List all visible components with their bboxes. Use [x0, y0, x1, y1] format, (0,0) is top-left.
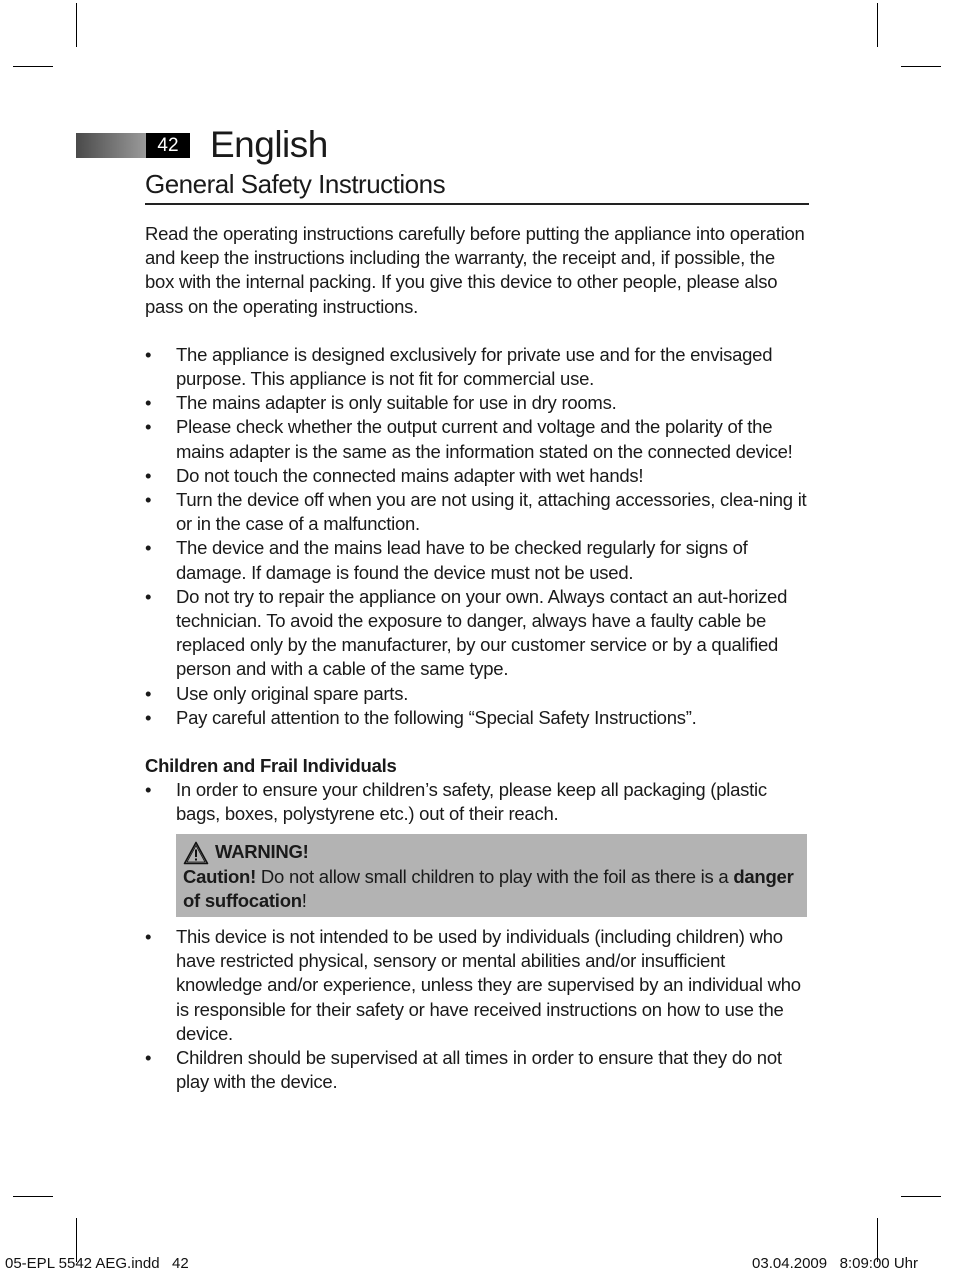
list-item: • Children should be supervised at all times in order to ensure that they do not play with the device. [145, 1046, 807, 1094]
warning-header [183, 840, 799, 864]
caution-label: Caution! [183, 865, 257, 887]
crop-mark [13, 66, 53, 67]
warning-text [183, 865, 799, 913]
list-item: • This device is not intended to be used by individuals (including children) who have restricted physical, sensory or mental abilities and/or insufficient knowledge and/or experience, unless they are supervised by an individual who is responsible for their safety or have received instructions on how to use the device. [145, 925, 807, 1046]
crop-mark [76, 3, 77, 47]
warning-triangle-icon [183, 841, 209, 865]
children-heading: Children and Frail Individuals [145, 755, 397, 777]
page-number: 42 [146, 133, 190, 158]
footer-timestamp: 03.04.2009 8:09:00 Uhr [752, 1255, 918, 1272]
list-item: • The device and the mains lead have to be checked regularly for signs of damage. If damage is found the device must not be used. [145, 536, 807, 584]
content [145, 222, 807, 1095]
warning-emphasis: danger of suffocation [183, 865, 794, 911]
crop-mark [901, 66, 941, 67]
warning-box [176, 834, 807, 917]
title-rule [145, 203, 809, 205]
warning-title: WARNING! [215, 841, 309, 863]
list-item: • Do not touch the connected mains adapter with wet hands! [145, 464, 807, 488]
warning-end: ! [301, 889, 307, 911]
list-item: • Do not try to repair the appliance on your own. Always contact an aut-horized technician. To avoid the exposure to danger, always have a faulty cable be replaced only by the manufacturer, by our customer service or by a qualified person and with a cable of the same type. [145, 585, 807, 682]
list-item: • The appliance is designed exclusively for private use and for the envisaged purpose. This appliance is not fit for commercial use. [145, 343, 807, 391]
footer-file-info: 05-EPL 5542 AEG.indd 42 [5, 1255, 189, 1272]
crop-mark [877, 3, 878, 47]
list-item: • In order to ensure your children’s safety, please keep all packaging (plastic bags, boxes, polystyrene etc.) out of their reach. [145, 778, 807, 826]
list-item: • Turn the device off when you are not using it, attaching accessories, clea-ning it or in the case of a malfunction. [145, 488, 807, 536]
section-title: General Safety Instructions [145, 169, 446, 199]
list-item: • Please check whether the output current and voltage and the polarity of the mains adapter is the same as the information stated on the connected device! [145, 415, 807, 463]
page-title: English [210, 124, 328, 165]
intro-paragraph: Read the operating instructions carefully before putting the appliance into operation and keep the instructions including the warranty, the receipt and, if possible, the box with the internal packing. If you give this device to other people, please also pass on the operating instructions. [145, 223, 805, 317]
general-bullet-list [145, 343, 807, 730]
list-item: • The mains adapter is only suitable for use in dry rooms. [145, 391, 807, 415]
header-bar [76, 133, 146, 158]
crop-mark [901, 1196, 941, 1197]
crop-mark [13, 1196, 53, 1197]
children-bullet-list [145, 778, 807, 826]
children-bullet-list-2 [145, 925, 807, 1094]
list-item: • Use only original spare parts. [145, 682, 807, 706]
list-item: • Pay careful attention to the following “Special Safety Instructions”. [145, 706, 807, 730]
warning-body: Do not allow small children to play with the foil as there is a [256, 865, 734, 887]
